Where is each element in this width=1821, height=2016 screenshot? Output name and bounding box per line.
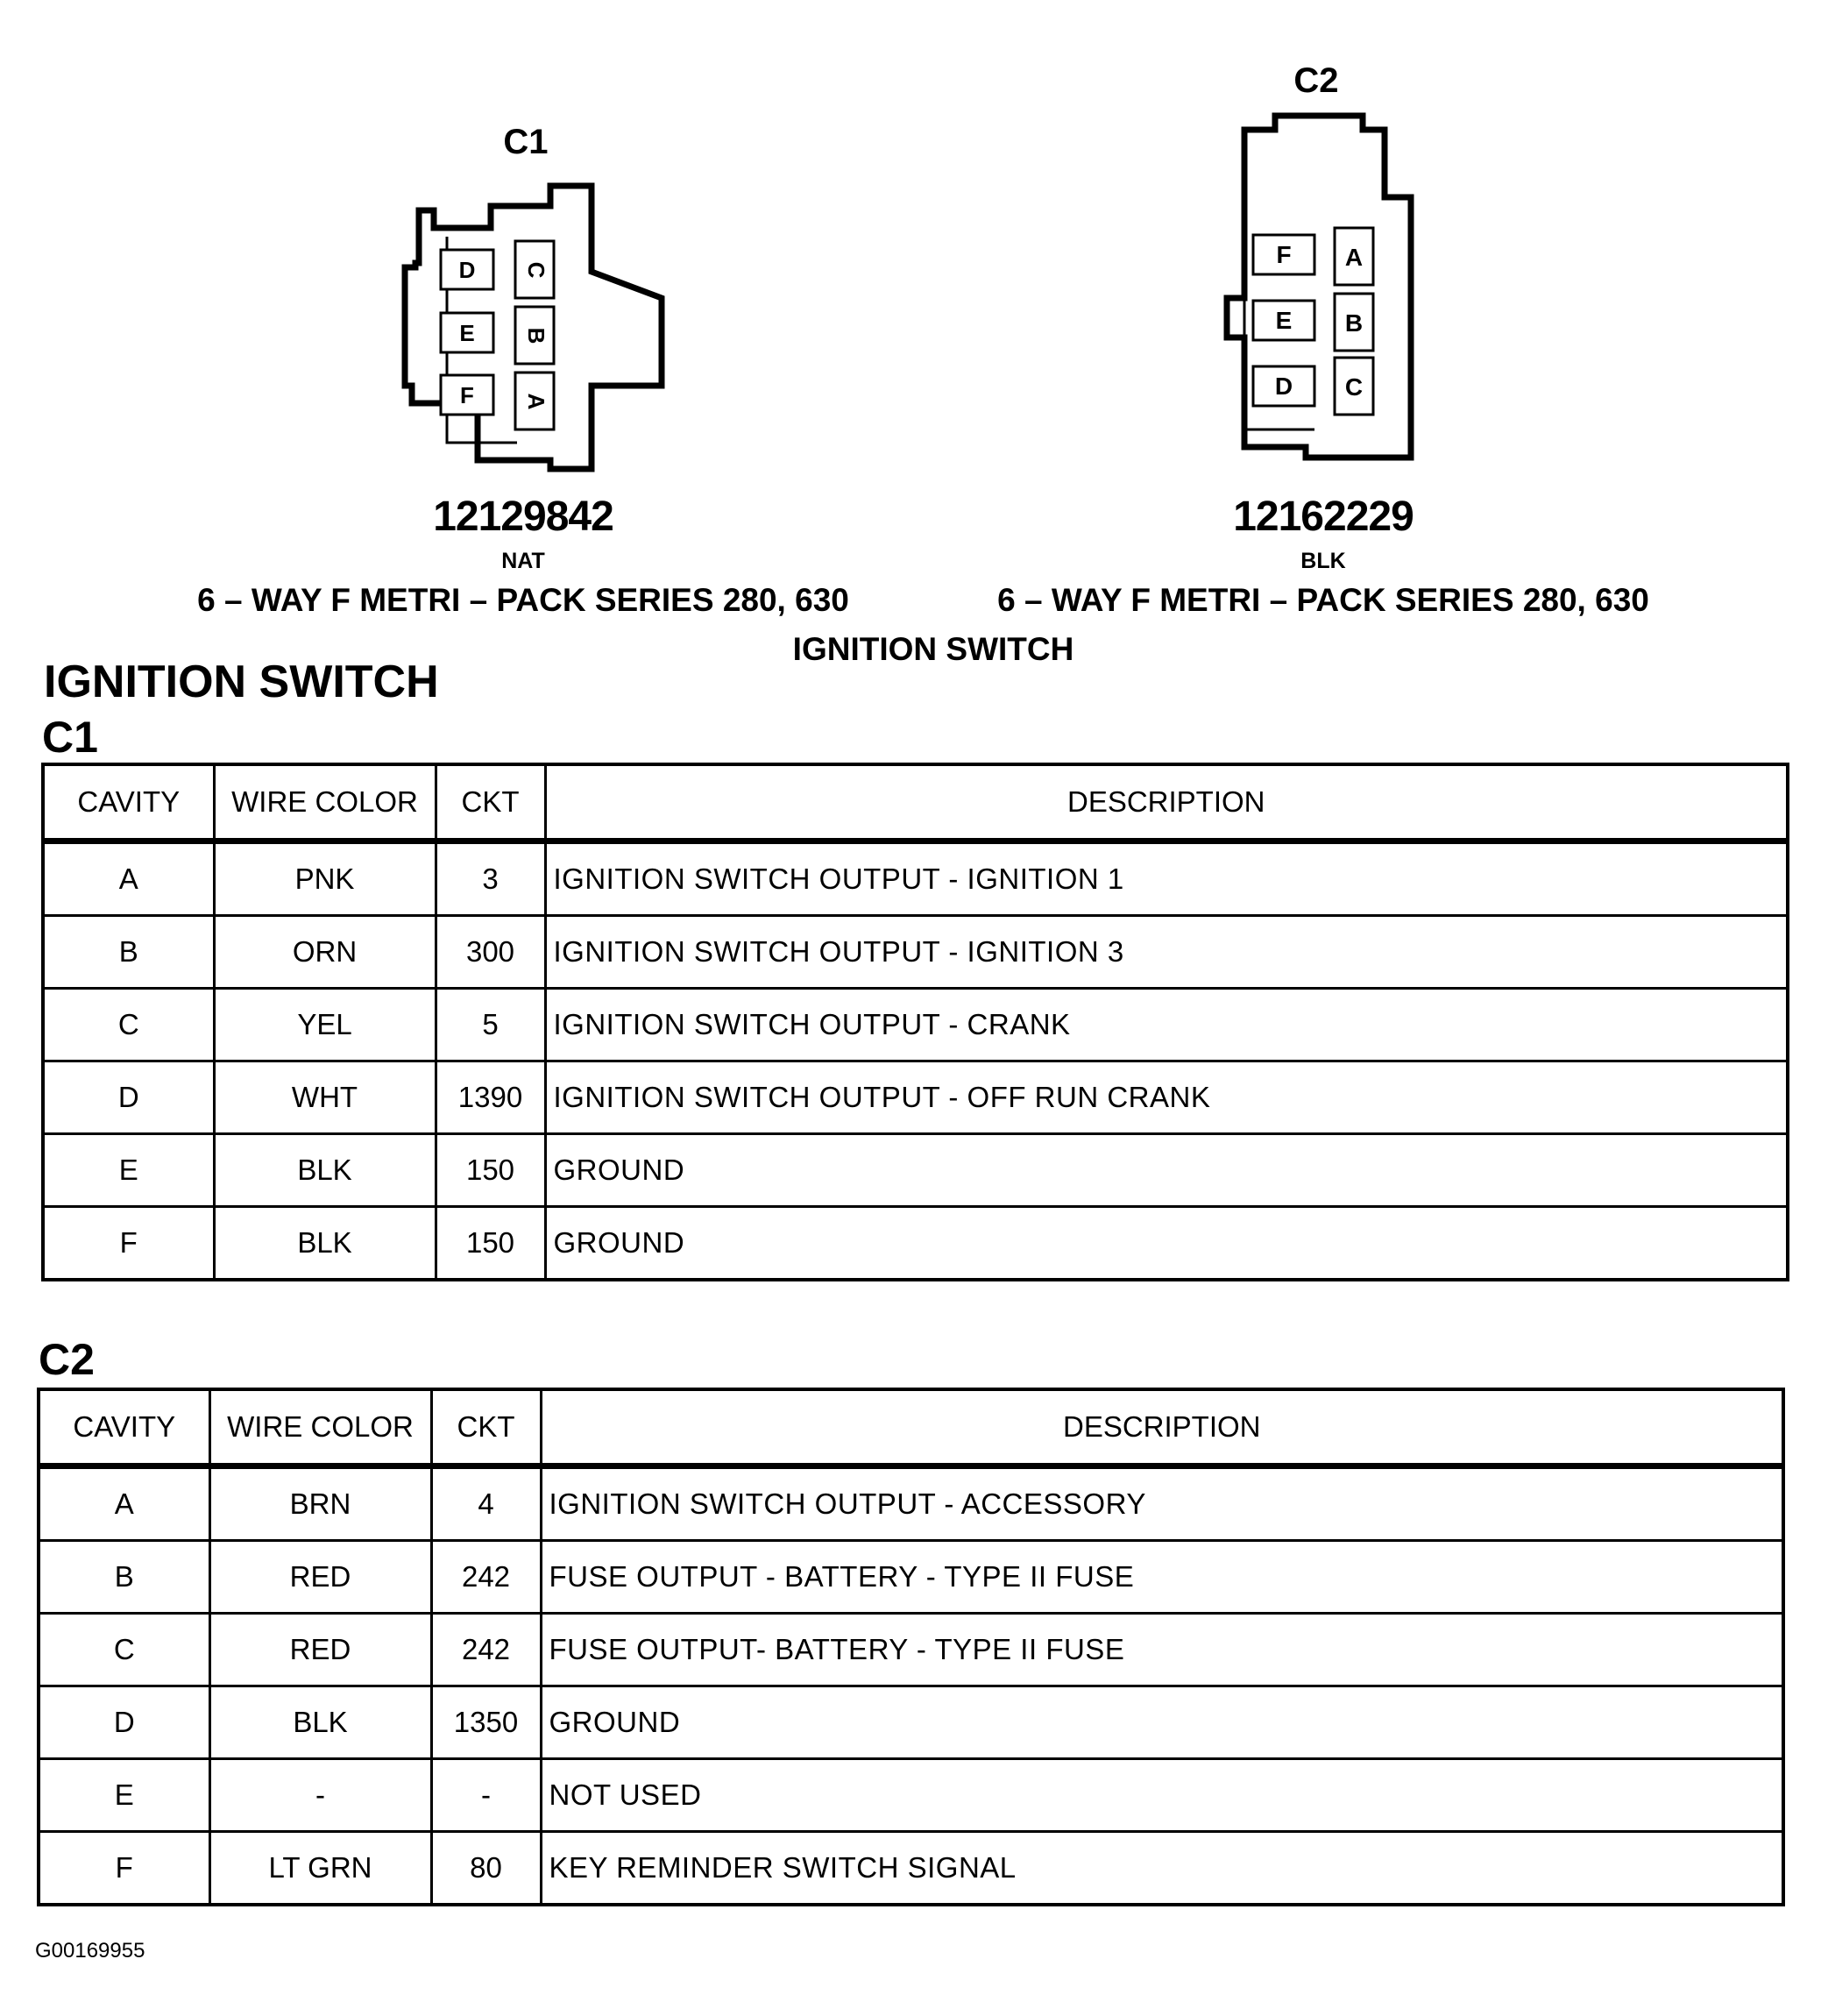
cavity-cell: B [43,916,214,989]
table-row [39,1614,1783,1686]
table-row [39,1686,1783,1759]
wire-color-cell: WHT [214,1061,436,1134]
description-cell: IGNITION SWITCH OUTPUT - CRANK [545,989,1788,1061]
description-cell: GROUND [545,1134,1788,1207]
wire-color-cell: BLK [214,1207,436,1281]
description-cell: IGNITION SWITCH OUTPUT - IGNITION 1 [545,841,1788,916]
c1-pin-label: E [459,320,475,346]
description-cell: KEY REMINDER SWITCH SIGNAL [541,1832,1783,1906]
c1-pin-label: B [523,327,550,344]
c2-pinout-table [37,1388,1785,1906]
ckt-cell: 150 [436,1134,545,1207]
c2-pin-label: C [1344,373,1364,401]
wire-color-cell: PNK [214,841,436,916]
c1-connector-title: C1 [503,123,549,161]
c2-pin-label: D [1274,373,1293,400]
table-row [39,1466,1783,1541]
c2-table-label: C2 [39,1335,95,1384]
c1-series-label: 6 – WAY F METRI – PACK SERIES 280, 630 [197,582,849,618]
c1-pin-label: F [460,382,474,408]
cavity-cell: D [39,1686,209,1759]
table-row [43,989,1788,1061]
c1-table-label: C1 [42,713,98,762]
description-cell: FUSE OUTPUT - BATTERY - TYPE II FUSE [541,1541,1783,1614]
c1-connector-color: NAT [501,549,545,573]
c2-pin-label: E [1275,307,1293,334]
wire-color-cell: - [209,1759,431,1832]
c2-pin-label: B [1344,309,1364,337]
col-header-cavity: CAVITY [39,1389,209,1466]
table-row [39,1759,1783,1832]
c2-part-number: 12162229 [1233,493,1414,540]
cavity-cell: C [43,989,214,1061]
section-title: IGNITION SWITCH [44,657,439,707]
cavity-cell: E [39,1759,209,1832]
col-header-description: DESCRIPTION [545,764,1788,841]
diagram-caption: IGNITION SWITCH [792,631,1074,667]
description-cell: IGNITION SWITCH OUTPUT - OFF RUN CRANK [545,1061,1788,1134]
table-row [43,1061,1788,1134]
col-header-ckt: CKT [436,764,545,841]
cavity-cell: F [39,1832,209,1906]
c2-connector-title: C2 [1293,61,1339,100]
col-header-wire-color: WIRE COLOR [214,764,436,841]
table-row [43,916,1788,989]
ckt-cell: 3 [436,841,545,916]
wire-color-cell: BRN [209,1466,431,1541]
c2-series-label: 6 – WAY F METRI – PACK SERIES 280, 630 [997,582,1649,618]
ckt-cell: 150 [436,1207,545,1281]
wire-color-cell: BLK [214,1134,436,1207]
c1-pin-label: A [523,393,550,410]
cavity-cell: B [39,1541,209,1614]
c2-connector-outline [1209,105,1428,473]
c2-pin-label: F [1276,241,1292,268]
c1-pin-label: D [458,257,476,283]
ckt-cell: 80 [431,1832,541,1906]
table-row [43,1207,1788,1281]
table-row [43,841,1788,916]
table-header-row [43,764,1788,841]
ckt-cell: 4 [431,1466,541,1541]
c1-pinout-table [41,763,1789,1281]
description-cell: GROUND [541,1686,1783,1759]
c1-part-number: 12129842 [433,493,613,540]
wire-color-cell: LT GRN [209,1832,431,1906]
cavity-cell: A [39,1466,209,1541]
col-header-wire-color: WIRE COLOR [209,1389,431,1466]
ckt-cell: 5 [436,989,545,1061]
col-header-description: DESCRIPTION [541,1389,1783,1466]
description-cell: NOT USED [541,1759,1783,1832]
wire-color-cell: RED [209,1541,431,1614]
cavity-cell: D [43,1061,214,1134]
c1-connector-outline [386,175,675,482]
c2-pin-label: A [1344,244,1364,271]
ckt-cell: 1390 [436,1061,545,1134]
c2-connector-color: BLK [1300,549,1346,573]
figure-id: G00169955 [35,1939,145,1963]
description-cell: IGNITION SWITCH OUTPUT - IGNITION 3 [545,916,1788,989]
table-row [39,1832,1783,1906]
description-cell: IGNITION SWITCH OUTPUT - ACCESSORY [541,1466,1783,1541]
table-row [43,1134,1788,1207]
cavity-cell: C [39,1614,209,1686]
wire-color-cell: BLK [209,1686,431,1759]
description-cell: GROUND [545,1207,1788,1281]
c1-pin-label: C [523,261,550,279]
col-header-ckt: CKT [431,1389,541,1466]
table-row [39,1541,1783,1614]
table-header-row [39,1389,1783,1466]
wire-color-cell: ORN [214,916,436,989]
ckt-cell: 242 [431,1614,541,1686]
col-header-cavity: CAVITY [43,764,214,841]
cavity-cell: F [43,1207,214,1281]
wire-color-cell: YEL [214,989,436,1061]
description-cell: FUSE OUTPUT- BATTERY - TYPE II FUSE [541,1614,1783,1686]
ckt-cell: 1350 [431,1686,541,1759]
wire-color-cell: RED [209,1614,431,1686]
cavity-cell: A [43,841,214,916]
ckt-cell: - [431,1759,541,1832]
ckt-cell: 242 [431,1541,541,1614]
ckt-cell: 300 [436,916,545,989]
cavity-cell: E [43,1134,214,1207]
